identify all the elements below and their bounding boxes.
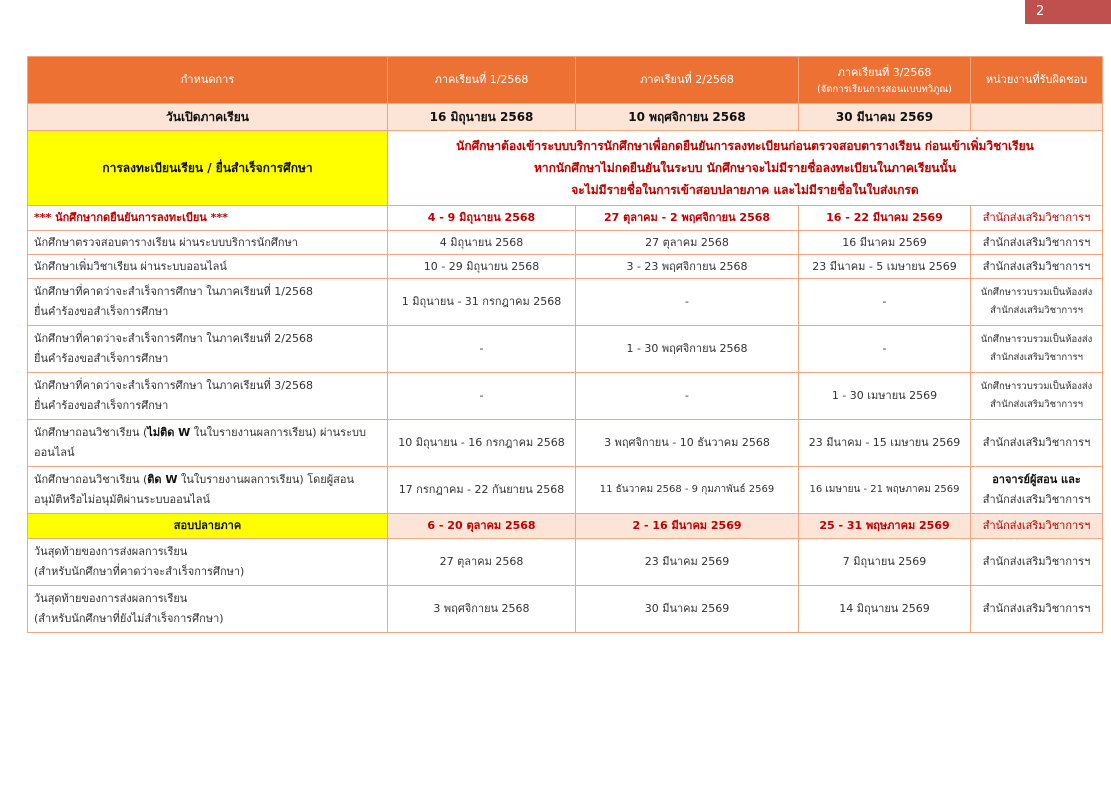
row-label-line: วันสุดท้ายของการส่งผลการเรียน: [34, 545, 188, 558]
table-row: [28, 373, 1103, 420]
header-term-3: [799, 57, 971, 104]
row-label-line: [34, 423, 383, 443]
term-1-date: 17 กรกฎาคม - 22 กันยายน 2568: [388, 467, 576, 514]
row-label: วันเปิดภาคเรียน: [28, 104, 388, 131]
row-label: [28, 279, 388, 326]
term-3-date: 23 มีนาคม - 5 เมษายน 2569: [799, 255, 971, 279]
unit-line: อาจารย์ผู้สอน และ: [992, 473, 1081, 486]
term-3-date: 25 - 31 พฤษภาคม 2569: [799, 514, 971, 539]
row-label-line: ออนไลน์: [34, 446, 75, 459]
registration-row: [28, 131, 1103, 206]
row-label: การลงทะเบียนเรียน / ยื่นสำเร็จการศึกษา: [28, 131, 388, 206]
term-3-date: 16 - 22 มีนาคม 2569: [799, 206, 971, 231]
header-responsible-unit: หน่วยงานที่รับผิดชอบ: [971, 57, 1103, 104]
term-1-date: -: [388, 373, 576, 420]
term-2-date: 2 - 16 มีนาคม 2569: [576, 514, 799, 539]
label-text: ในใบรายงานผลการเรียน) ผ่านระบบ: [190, 426, 366, 439]
semester-open-row: [28, 104, 1103, 131]
term-3-date: 30 มีนาคม 2569: [799, 104, 971, 131]
term-3-date: 7 มิถุนายน 2569: [799, 539, 971, 586]
term-1-date: 4 มิถุนายน 2568: [388, 231, 576, 255]
responsible-unit: สำนักส่งเสริมวิชาการฯ: [971, 206, 1103, 231]
term-1-date: 3 พฤศจิกายน 2568: [388, 586, 576, 633]
row-label: *** นักศึกษากดยืนยันการลงทะเบียน ***: [28, 206, 388, 231]
responsible-unit: สำนักส่งเสริมวิชาการฯ: [971, 231, 1103, 255]
row-label: สอบปลายภาค: [28, 514, 388, 539]
responsible-unit: สำนักส่งเสริมวิชาการฯ: [971, 514, 1103, 539]
page-number: 2: [1025, 0, 1111, 24]
term-1-date: 27 ตุลาคม 2568: [388, 539, 576, 586]
responsible-unit: [971, 373, 1103, 420]
term-1-date: -: [388, 326, 576, 373]
academic-calendar-table: [27, 56, 1103, 633]
term-1-date: 16 มิถุนายน 2568: [388, 104, 576, 131]
label-text: ในใบรายงานผลการเรียน) โดยผู้สอน: [177, 473, 355, 486]
table-row: [28, 326, 1103, 373]
row-label-line: (สำหรับนักศึกษาที่คาดว่าจะสำเร็จการศึกษา): [34, 565, 245, 578]
row-label-line: วันสุดท้ายของการส่งผลการเรียน: [34, 592, 188, 605]
label-text: นักศึกษาถอนวิชาเรียน (: [34, 426, 148, 439]
row-label-line: ยื่นคำร้องขอสำเร็จการศึกษา: [34, 305, 169, 318]
unit-line: สำนักส่งเสริมวิชาการฯ: [990, 305, 1083, 316]
confirm-registration-row: [28, 206, 1103, 231]
header-row: [28, 57, 1103, 104]
label-emphasis: ติด W: [147, 473, 178, 486]
term-3-date: -: [799, 279, 971, 326]
term-2-date: 1 - 30 พฤศจิกายน 2568: [576, 326, 799, 373]
header-term-3-title: ภาคเรียนที่ 3/2568: [837, 66, 932, 79]
responsible-unit: [971, 467, 1103, 514]
term-3-date: 16 เมษายน - 21 พฤษภาคม 2569: [799, 467, 971, 514]
responsible-unit: สำนักส่งเสริมวิชาการฯ: [971, 255, 1103, 279]
term-2-date: 30 มีนาคม 2569: [576, 586, 799, 633]
table-row: [28, 231, 1103, 255]
notice-line: หากนักศึกษาไม่กดยืนยันในระบบ นักศึกษาจะไม่มีรายชื่อลงทะเบียนในภาคเรียนนั้น: [533, 161, 957, 175]
term-3-date: 14 มิถุนายน 2569: [799, 586, 971, 633]
row-label: [28, 420, 388, 467]
term-1-date: 10 มิถุนายน - 16 กรกฎาคม 2568: [388, 420, 576, 467]
row-label: [28, 326, 388, 373]
header-term-3-sub: (จัดการเรียนการสอนแบบทวิภูณ): [817, 84, 952, 95]
header-term-1: ภาคเรียนที่ 1/2568: [388, 57, 576, 104]
row-label: นักศึกษาเพิ่มวิชาเรียน ผ่านระบบออนไลน์: [28, 255, 388, 279]
table-row: [28, 420, 1103, 467]
table-row: [28, 539, 1103, 586]
unit-line: นักศึกษารวบรวมเป็นห้องส่ง: [980, 381, 1093, 392]
term-2-date: -: [576, 279, 799, 326]
term-2-date: 27 ตุลาคม 2568: [576, 231, 799, 255]
term-1-date: 4 - 9 มิถุนายน 2568: [388, 206, 576, 231]
header-term-2: ภาคเรียนที่ 2/2568: [576, 57, 799, 104]
table-row: [28, 467, 1103, 514]
notice-line: นักศึกษาต้องเข้าระบบบริการนักศึกษาเพื่อกดยืนยันการลงทะเบียนก่อนตรวจสอบตารางเรียน ก่อนเข้าเพิ่มวิชาเรียน: [456, 139, 1034, 153]
term-2-date: 27 ตุลาคม - 2 พฤศจิกายน 2568: [576, 206, 799, 231]
row-label-line: ยื่นคำร้องขอสำเร็จการศึกษา: [34, 399, 169, 412]
label-emphasis: ไม่ติด W: [147, 426, 191, 439]
term-2-date: 3 - 23 พฤศจิกายน 2568: [576, 255, 799, 279]
term-2-date: 3 พฤศจิกายน - 10 ธันวาคม 2568: [576, 420, 799, 467]
label-text: นักศึกษาถอนวิชาเรียน (: [34, 473, 148, 486]
term-3-date: 1 - 30 เมษายน 2569: [799, 373, 971, 420]
term-3-date: 16 มีนาคม 2569: [799, 231, 971, 255]
term-1-date: 6 - 20 ตุลาคม 2568: [388, 514, 576, 539]
table-row: [28, 279, 1103, 326]
registration-notice: [388, 131, 1103, 206]
term-2-date: 11 ธันวาคม 2568 - 9 กุมภาพันธ์ 2569: [576, 467, 799, 514]
final-exam-row: [28, 514, 1103, 539]
responsible-unit: สำนักส่งเสริมวิชาการฯ: [971, 586, 1103, 633]
term-1-date: 10 - 29 มิถุนายน 2568: [388, 255, 576, 279]
table-row: [28, 586, 1103, 633]
unit-line: นักศึกษารวบรวมเป็นห้องส่ง: [980, 287, 1093, 298]
row-label: [28, 467, 388, 514]
unit-line: นักศึกษารวบรวมเป็นห้องส่ง: [980, 334, 1093, 345]
row-label-line: อนุมัติหรือไม่อนุมัติผ่านระบบออนไลน์: [34, 493, 211, 506]
unit-line: สำนักส่งเสริมวิชาการฯ: [990, 399, 1083, 410]
row-label: [28, 586, 388, 633]
responsible-unit: [971, 104, 1103, 131]
term-2-date: -: [576, 373, 799, 420]
term-2-date: 10 พฤศจิกายน 2568: [576, 104, 799, 131]
row-label: [28, 373, 388, 420]
row-label-line: นักศึกษาที่คาดว่าจะสำเร็จการศึกษา ในภาคเรียนที่ 1/2568: [34, 285, 313, 298]
table-row: [28, 255, 1103, 279]
responsible-unit: [971, 279, 1103, 326]
row-label-line: [34, 470, 383, 490]
responsible-unit: สำนักส่งเสริมวิชาการฯ: [971, 539, 1103, 586]
row-label: นักศึกษาตรวจสอบตารางเรียน ผ่านระบบบริการนักศึกษา: [28, 231, 388, 255]
row-label-line: นักศึกษาที่คาดว่าจะสำเร็จการศึกษา ในภาคเรียนที่ 3/2568: [34, 379, 313, 392]
responsible-unit: [971, 326, 1103, 373]
term-3-date: 23 มีนาคม - 15 เมษายน 2569: [799, 420, 971, 467]
responsible-unit: สำนักส่งเสริมวิชาการฯ: [971, 420, 1103, 467]
unit-line: สำนักส่งเสริมวิชาการฯ: [982, 493, 1091, 506]
term-2-date: 23 มีนาคม 2569: [576, 539, 799, 586]
row-label-line: (สำหรับนักศึกษาที่ยังไม่สำเร็จการศึกษา): [34, 612, 224, 625]
unit-line: สำนักส่งเสริมวิชาการฯ: [990, 352, 1083, 363]
row-label: [28, 539, 388, 586]
term-3-date: -: [799, 326, 971, 373]
notice-line: จะไม่มีรายชื่อในการเข้าสอบปลายภาค และไม่มีรายชื่อในใบส่งเกรด: [571, 183, 919, 197]
header-schedule: กำหนดการ: [28, 57, 388, 104]
row-label-line: นักศึกษาที่คาดว่าจะสำเร็จการศึกษา ในภาคเรียนที่ 2/2568: [34, 332, 313, 345]
term-1-date: 1 มิถุนายน - 31 กรกฎาคม 2568: [388, 279, 576, 326]
row-label-line: ยื่นคำร้องขอสำเร็จการศึกษา: [34, 352, 169, 365]
